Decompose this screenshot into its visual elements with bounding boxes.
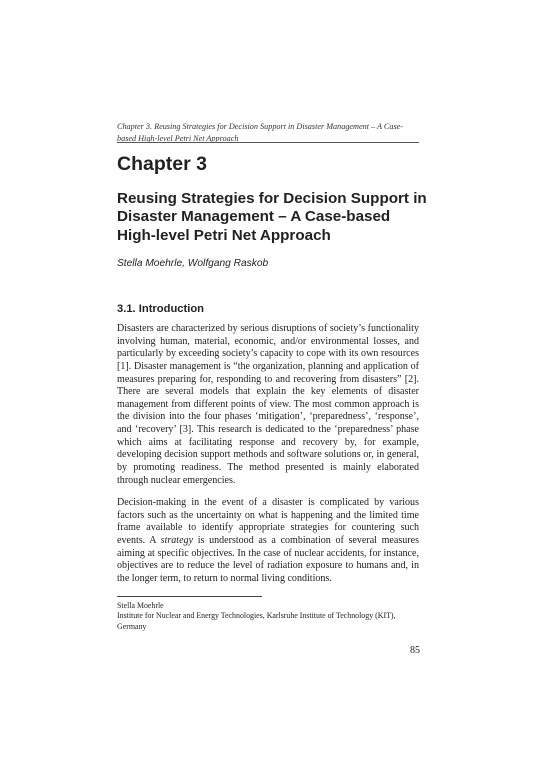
paragraph-text: is understood as a combination of several measures aiming at specific objectives. In the case of nuclear accidents, for instance, objectives are to reduce the level of radiation exposure to humans and, in the longer term, to return to normal living conditions. xyxy=(117,534,419,584)
section-heading: 3.1. Introduction xyxy=(117,303,205,315)
chapter-label: Chapter 3 xyxy=(117,153,207,175)
body-paragraph xyxy=(117,497,419,585)
running-head: Chapter 3. Reusing Strategies for Decision Support in Disaster Management – A Case-based High-level Petri Net Approach xyxy=(117,122,404,143)
header-rule xyxy=(117,142,419,143)
footnote-rule xyxy=(117,596,262,597)
page-number: 85 xyxy=(410,645,420,656)
paragraph-text: Decision-making in the event of a disaster is complicated by various factors such as the uncertainty on what is happening and the limited time frame available to identify appropriate strategies for countering such events. A xyxy=(117,497,419,546)
footnote-affiliation: Institute for Nuclear and Energy Technologies, Karlsruhe Institute of Technology (KIT), Germany xyxy=(117,611,396,631)
chapter-authors: Stella Moehrle, Wolfgang Raskob xyxy=(117,258,269,269)
emphasized-term: strategy xyxy=(160,534,194,546)
footnote-author: Stella Moehrle xyxy=(117,601,164,610)
chapter-title: Reusing Strategies for Decision Support in Disaster Management – A Case-based High-level Petri Net Approach xyxy=(117,190,427,244)
body-paragraph: Disasters are characterized by serious disruptions of society’s functionality involving human, material, economic, and/or environmental losses, and particularly by exceeding society’s capacity to cope with its own resources [1]. Disaster management is “the organization, planning and application of measures preparing for, responding to and recovering from disasters” [2]. There are several models that explain the key elements of disaster management from different points of view. The most common approach is the division into the four phases ‘mitigation’, ‘preparedness’, ‘response’, and ‘recovery’ [3]. This research is dedicated to the ‘preparedness’ phase which aims at facilitating response and recovery by, for example, developing decision support methods and software solutions or, in general, by promoting readiness. The method presented is mainly elaborated through nuclear emergencies. xyxy=(117,323,419,486)
